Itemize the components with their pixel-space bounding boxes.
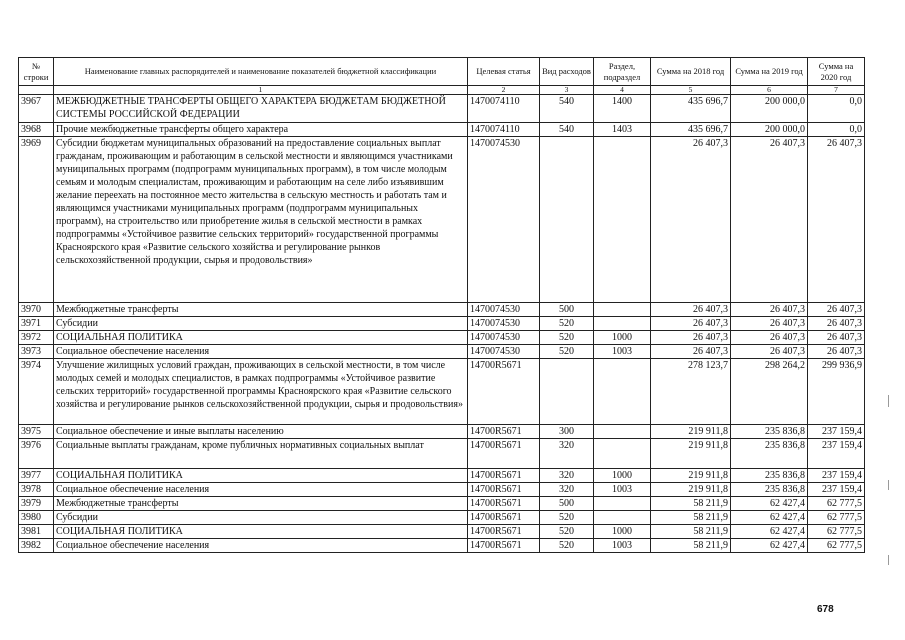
col-header-num: № строки <box>19 58 54 86</box>
row-sum-2020: 26 407,3 <box>808 331 865 345</box>
row-target: 14700R5671 <box>468 425 540 439</box>
row-sum-2019: 200 000,0 <box>731 123 808 137</box>
row-section <box>594 359 651 425</box>
row-number: 3967 <box>19 95 54 123</box>
header-index-row <box>19 86 865 95</box>
row-sum-2019: 62 427,4 <box>731 525 808 539</box>
row-sum-2019: 200 000,0 <box>731 95 808 123</box>
table-row <box>19 539 865 553</box>
row-sum-2018: 219 911,8 <box>651 469 731 483</box>
row-sum-2018: 26 407,3 <box>651 345 731 359</box>
col-index: 3 <box>540 86 594 95</box>
row-type <box>540 137 594 303</box>
row-sum-2018: 435 696,7 <box>651 95 731 123</box>
row-sum-2020: 62 777,5 <box>808 539 865 553</box>
row-target: 14700R5671 <box>468 439 540 469</box>
row-sum-2018: 58 211,9 <box>651 511 731 525</box>
row-number: 3978 <box>19 483 54 497</box>
row-target: 1470074530 <box>468 137 540 303</box>
row-target: 1470074110 <box>468 123 540 137</box>
row-section: 1400 <box>594 95 651 123</box>
row-sum-2018: 26 407,3 <box>651 137 731 303</box>
row-name: Межбюджетные трансферты <box>54 303 468 317</box>
row-sum-2019: 62 427,4 <box>731 511 808 525</box>
header-row <box>19 58 865 86</box>
table-row <box>19 95 865 123</box>
row-sum-2019: 62 427,4 <box>731 539 808 553</box>
row-name: Субсидии бюджетам муниципальных образований на предоставление социальных выплат гражданам, проживающим и работающим в сельской местности и являющимся участниками муниципальных программ (подпрограмм муниципальных программ), в том числе молодым семьям и молодым специалистам, проживающим и работающим на селе либо изъявившим желание переехать на постоянное место жительства в сельскую местность и работать там и являющимся участниками муниципальных программ (подпрограмм муниципальных программ), на строительство или приобретение жилья в сельской местности в рамках подпрограммы «Устойчивое развитие сельских территорий» государственной программы Красноярского края «Развитие сельского хозяйства и регулирование рынков сельскохозяйственной продукции, сырья и продовольствия» <box>54 137 468 303</box>
row-section: 1000 <box>594 469 651 483</box>
row-type: 320 <box>540 439 594 469</box>
row-sum-2018: 219 911,8 <box>651 483 731 497</box>
row-target: 1470074530 <box>468 331 540 345</box>
col-index: 2 <box>468 86 540 95</box>
row-name: Субсидии <box>54 317 468 331</box>
scan-margin-line <box>888 480 889 490</box>
row-name: Субсидии <box>54 511 468 525</box>
row-section <box>594 317 651 331</box>
col-header-type: Вид расходов <box>540 58 594 86</box>
row-section <box>594 439 651 469</box>
row-number: 3973 <box>19 345 54 359</box>
row-sum-2020: 237 159,4 <box>808 425 865 439</box>
row-name: МЕЖБЮДЖЕТНЫЕ ТРАНСФЕРТЫ ОБЩЕГО ХАРАКТЕРА БЮДЖЕТАМ БЮДЖЕТНОЙ СИСТЕМЫ РОССИЙСКОЙ ФЕДЕРАЦИИ <box>54 95 468 123</box>
row-sum-2020: 237 159,4 <box>808 469 865 483</box>
col-index: 7 <box>808 86 865 95</box>
scan-margin-line <box>888 395 889 407</box>
row-target: 14700R5671 <box>468 539 540 553</box>
row-type: 520 <box>540 525 594 539</box>
row-sum-2019: 235 836,8 <box>731 483 808 497</box>
row-sum-2019: 62 427,4 <box>731 497 808 511</box>
table-row <box>19 483 865 497</box>
table-row <box>19 511 865 525</box>
col-index: 5 <box>651 86 731 95</box>
row-target: 14700R5671 <box>468 497 540 511</box>
row-number: 3969 <box>19 137 54 303</box>
row-sum-2018: 435 696,7 <box>651 123 731 137</box>
row-number: 3982 <box>19 539 54 553</box>
row-number: 3971 <box>19 317 54 331</box>
row-name: Улучшение жилищных условий граждан, проживающих в сельской местности, в том числе молодых семей и молодых специалистов, в рамках подпрограммы «Устойчивое развитие сельских территорий» государственной программы Красноярского края «Развитие сельского хозяйства и регулирование рынков сельскохозяйственной продукции, сырья и продовольствия» <box>54 359 468 425</box>
row-sum-2020: 62 777,5 <box>808 497 865 511</box>
row-section <box>594 497 651 511</box>
row-type: 520 <box>540 539 594 553</box>
row-sum-2020: 26 407,3 <box>808 345 865 359</box>
row-section: 1000 <box>594 525 651 539</box>
row-target: 14700R5671 <box>468 511 540 525</box>
row-sum-2018: 26 407,3 <box>651 317 731 331</box>
row-sum-2019: 26 407,3 <box>731 317 808 331</box>
table-row <box>19 469 865 483</box>
row-target: 14700R5671 <box>468 483 540 497</box>
row-sum-2019: 235 836,8 <box>731 425 808 439</box>
row-type: 520 <box>540 511 594 525</box>
row-type: 320 <box>540 483 594 497</box>
row-sum-2018: 58 211,9 <box>651 525 731 539</box>
row-sum-2019: 235 836,8 <box>731 469 808 483</box>
row-sum-2018: 58 211,9 <box>651 497 731 511</box>
row-type: 540 <box>540 95 594 123</box>
row-name: СОЦИАЛЬНАЯ ПОЛИТИКА <box>54 331 468 345</box>
col-header-2018: Сумма на 2018 год <box>651 58 731 86</box>
row-sum-2020: 26 407,3 <box>808 317 865 331</box>
row-sum-2019: 26 407,3 <box>731 137 808 303</box>
table-row <box>19 425 865 439</box>
row-name: Прочие межбюджетные трансферты общего характера <box>54 123 468 137</box>
row-number: 3980 <box>19 511 54 525</box>
col-index: 4 <box>594 86 651 95</box>
row-section: 1403 <box>594 123 651 137</box>
row-target: 14700R5671 <box>468 525 540 539</box>
row-target: 14700R5671 <box>468 469 540 483</box>
row-type: 500 <box>540 303 594 317</box>
budget-table <box>18 57 865 553</box>
row-sum-2018: 26 407,3 <box>651 303 731 317</box>
row-number: 3970 <box>19 303 54 317</box>
row-sum-2020: 26 407,3 <box>808 303 865 317</box>
table-row <box>19 317 865 331</box>
col-header-2020: Сумма на 2020 год <box>808 58 865 86</box>
row-sum-2019: 298 264,2 <box>731 359 808 425</box>
col-header-target: Целевая статья <box>468 58 540 86</box>
row-number: 3977 <box>19 469 54 483</box>
col-header-2019: Сумма на 2019 год <box>731 58 808 86</box>
row-section <box>594 303 651 317</box>
col-index-blank <box>19 86 54 95</box>
row-number: 3974 <box>19 359 54 425</box>
table-row <box>19 303 865 317</box>
col-index: 1 <box>54 86 468 95</box>
col-header-name: Наименование главных распорядителей и наименование показателей бюджетной классификации <box>54 58 468 86</box>
page-number: 678 <box>817 604 834 615</box>
row-name: Социальное обеспечение и иные выплаты населению <box>54 425 468 439</box>
row-sum-2018: 278 123,7 <box>651 359 731 425</box>
row-name: Социальное обеспечение населения <box>54 539 468 553</box>
row-number: 3975 <box>19 425 54 439</box>
row-type <box>540 359 594 425</box>
row-type: 500 <box>540 497 594 511</box>
table-row <box>19 137 865 303</box>
row-target: 14700R5671 <box>468 359 540 425</box>
row-type: 300 <box>540 425 594 439</box>
col-index: 6 <box>731 86 808 95</box>
row-name: Социальное обеспечение населения <box>54 483 468 497</box>
row-section: 1000 <box>594 331 651 345</box>
row-sum-2020: 237 159,4 <box>808 483 865 497</box>
row-number: 3972 <box>19 331 54 345</box>
row-section: 1003 <box>594 483 651 497</box>
row-target: 1470074530 <box>468 303 540 317</box>
row-number: 3981 <box>19 525 54 539</box>
row-type: 520 <box>540 331 594 345</box>
row-sum-2020: 62 777,5 <box>808 511 865 525</box>
table-row <box>19 525 865 539</box>
row-section: 1003 <box>594 539 651 553</box>
col-header-section: Раздел, подраздел <box>594 58 651 86</box>
row-name: СОЦИАЛЬНАЯ ПОЛИТИКА <box>54 469 468 483</box>
table-row <box>19 345 865 359</box>
row-sum-2020: 0,0 <box>808 95 865 123</box>
row-sum-2019: 26 407,3 <box>731 331 808 345</box>
row-sum-2020: 26 407,3 <box>808 137 865 303</box>
row-type: 520 <box>540 345 594 359</box>
row-sum-2019: 26 407,3 <box>731 303 808 317</box>
row-section <box>594 425 651 439</box>
row-section <box>594 511 651 525</box>
row-target: 1470074530 <box>468 345 540 359</box>
row-sum-2020: 237 159,4 <box>808 439 865 469</box>
row-name: Социальное обеспечение населения <box>54 345 468 359</box>
row-sum-2019: 26 407,3 <box>731 345 808 359</box>
row-sum-2018: 58 211,9 <box>651 539 731 553</box>
row-name: Межбюджетные трансферты <box>54 497 468 511</box>
row-name: Социальные выплаты гражданам, кроме публичных нормативных социальных выплат <box>54 439 468 469</box>
row-number: 3968 <box>19 123 54 137</box>
table-row <box>19 331 865 345</box>
row-target: 1470074110 <box>468 95 540 123</box>
row-target: 1470074530 <box>468 317 540 331</box>
row-name: СОЦИАЛЬНАЯ ПОЛИТИКА <box>54 525 468 539</box>
row-type: 320 <box>540 469 594 483</box>
table-row <box>19 359 865 425</box>
row-sum-2020: 62 777,5 <box>808 525 865 539</box>
row-section: 1003 <box>594 345 651 359</box>
row-sum-2018: 219 911,8 <box>651 425 731 439</box>
row-type: 520 <box>540 317 594 331</box>
row-type: 540 <box>540 123 594 137</box>
row-number: 3976 <box>19 439 54 469</box>
row-sum-2020: 299 936,9 <box>808 359 865 425</box>
row-sum-2019: 235 836,8 <box>731 439 808 469</box>
row-sum-2018: 26 407,3 <box>651 331 731 345</box>
row-sum-2018: 219 911,8 <box>651 439 731 469</box>
table-row <box>19 497 865 511</box>
table-row <box>19 123 865 137</box>
row-sum-2020: 0,0 <box>808 123 865 137</box>
row-number: 3979 <box>19 497 54 511</box>
table-row <box>19 439 865 469</box>
row-section <box>594 137 651 303</box>
scan-margin-line <box>888 555 889 565</box>
